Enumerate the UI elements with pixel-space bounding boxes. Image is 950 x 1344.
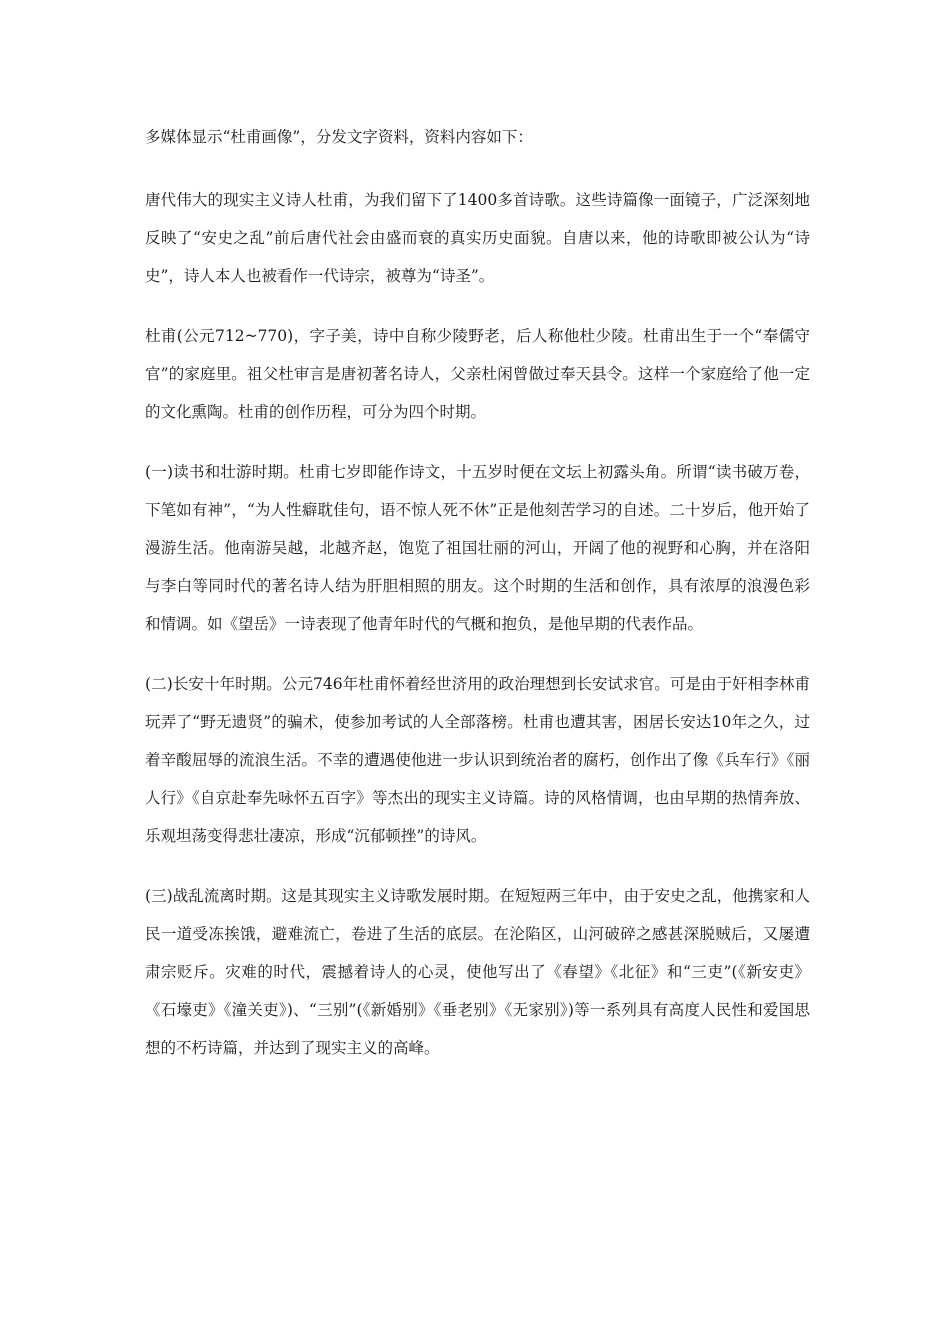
paragraph-period-1: (一)读书和壮游时期。杜甫七岁即能作诗文，十五岁时便在文坛上初露头角。所谓“读书破万卷，下笔如有神”，“为人性癖耽佳句，语不惊人死不休”正是他刻苦学习的自述。二十岁后，他开始了漫游生活。他南游吴越，北越齐赵，饱览了祖国壮丽的河山，开阔了他的视野和心胸，并在洛阳与李白等同时代的著名诗人结为肝胆相照的朋友。这个时期的生活和创作，具有浓厚的浪漫色彩和情调。如《望岳》一诗表现了他青年时代的气概和抱负，是他早期的代表作品。 xyxy=(145,463,810,633)
paragraph-period-3: (三)战乱流离时期。这是其现实主义诗歌发展时期。在短短两三年中，由于安史之乱，他携家和人民一道受冻挨饿，避难流亡，卷进了生活的底层。在沦陷区，山河破碎之感甚深脱贼后，又屡遭肃宗贬斥。灾难的时代，震撼着诗人的心灵，使他写出了《春望》《北征》和“三吏”(《新安吏》《石壕吏》《潼关吏》)、“三别”(《新婚别》《垂老别》《无家别》)等一系列具有高度人民性和爱国思想的不朽诗篇，并达到了现实主义的高峰。 xyxy=(145,887,810,1057)
intro-paragraph: 多媒体显示“杜甫画像”，分发文字资料，资料内容如下： xyxy=(145,128,533,146)
paragraph-period-2: (二)长安十年时期。公元746年杜甫怀着经世济用的政治理想到长安试求官。可是由于奸相李林甫玩弄了“野无遗贤”的骗术，使参加考试的人全部落榜。杜甫也遭其害，困居长安达10年之久，过着辛酸屈辱的流浪生活。不幸的遭遇使他进一步认识到统治者的腐朽，创作出了像《兵车行》《丽人行》《自京赴奉先咏怀五百字》等杰出的现实主义诗篇。诗的风格情调，也由早期的热情奔放、乐观坦荡变得悲壮凄凉，形成“沉郁顿挫”的诗风。 xyxy=(145,675,810,845)
document-body xyxy=(145,118,810,1089)
paragraph-overview: 唐代伟大的现实主义诗人杜甫，为我们留下了1400多首诗歌。这些诗篇像一面镜子，广泛深刻地反映了“安史之乱”前后唐代社会由盛而衰的真实历史面貌。自唐以来，他的诗歌即被公认为“诗史”，诗人本人也被看作一代诗宗，被尊为“诗圣”。 xyxy=(145,191,810,285)
paragraph-biography: 杜甫(公元712~770)，字子美，诗中自称少陵野老，后人称他杜少陵。杜甫出生于一个“奉儒守官”的家庭里。祖父杜审言是唐初著名诗人，父亲杜闲曾做过奉天县令。这样一个家庭给了他一定的文化熏陶。杜甫的创作历程，可分为四个时期。 xyxy=(145,327,810,421)
